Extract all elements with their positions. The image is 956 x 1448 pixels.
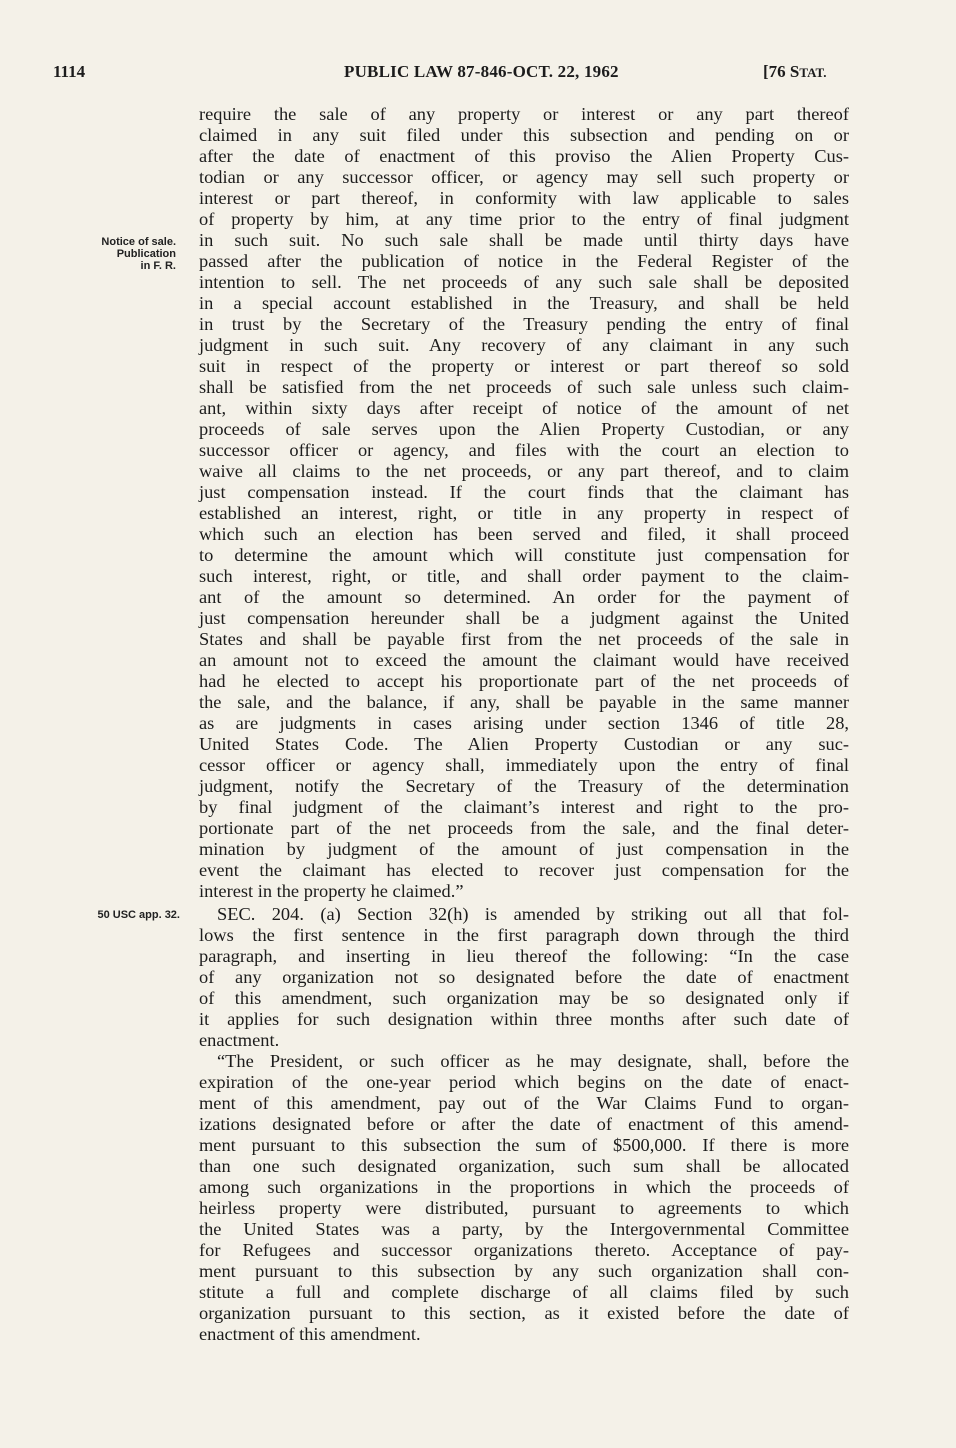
page-number: 1114 bbox=[53, 62, 86, 81]
body-line: interest in the property he claimed.” bbox=[199, 881, 464, 901]
section-heading-line: SEC. 204. (a) Section 32(h) is amended by striking out all that fol- bbox=[217, 904, 849, 924]
body-line: successor officer or agency, and files with the court an election to bbox=[199, 440, 849, 460]
margin-note-usc-citation bbox=[97, 909, 180, 921]
body-line: had he elected to accept his proportionate part of the net proceeds of bbox=[199, 671, 849, 691]
body-line: event the claimant has elected to recover just compensation for the bbox=[199, 860, 849, 880]
body-line: United States Code. The Alien Property Custodian or any suc- bbox=[199, 734, 849, 754]
body-line: passed after the publication of notice in the Federal Register of the bbox=[199, 251, 849, 271]
body-line: cessor officer or agency shall, immediately upon the entry of final bbox=[199, 755, 849, 775]
body-line: just compensation hereunder shall be a judgment against the United bbox=[199, 608, 849, 628]
body-line: interest or part thereof, in conformity with law applicable to sales bbox=[199, 188, 849, 208]
body-line: ment pursuant to this subsection the sum of $500,000. If there is more bbox=[199, 1135, 849, 1155]
body-line: enactment of this amendment. bbox=[199, 1324, 421, 1344]
body-line: just compensation instead. If the court finds that the claimant has bbox=[199, 482, 849, 502]
body-line: heirless property were distributed, pursuant to agreements to which bbox=[199, 1198, 849, 1218]
body-line: established an interest, right, or title in any property in respect of bbox=[199, 503, 849, 523]
body-line: an amount not to exceed the amount the claimant would have received bbox=[199, 650, 849, 670]
body-line: judgment, notify the Secretary of the Treasury of the determination bbox=[199, 776, 849, 796]
body-line: require the sale of any property or interest or any part thereof bbox=[199, 104, 849, 124]
volume-reference-smallcaps: TAT. bbox=[799, 65, 827, 80]
margin-note-line: in F. R. bbox=[140, 260, 176, 272]
body-line: of property by him, at any time prior to the entry of final judgment bbox=[199, 209, 849, 229]
margin-note-notice-of-sale bbox=[101, 236, 176, 272]
body-line: shall be satisfied from the net proceeds of such sale unless such claim- bbox=[199, 377, 849, 397]
body-line: enactment. bbox=[199, 1030, 280, 1050]
body-line: to determine the amount which will constitute just compensation for bbox=[199, 545, 849, 565]
body-line: as are judgments in cases arising under section 1346 of title 28, bbox=[199, 713, 849, 733]
body-line: after the date of enactment of this proviso the Alien Property Cus- bbox=[199, 146, 849, 166]
body-line: paragraph, and inserting in lieu thereof the following: “In the case bbox=[199, 946, 849, 966]
body-line: ant, within sixty days after receipt of notice of the amount of net bbox=[199, 398, 849, 418]
body-line: lows the first sentence in the first paragraph down through the third bbox=[199, 925, 849, 945]
volume-reference-prefix: [76 S bbox=[763, 62, 800, 81]
body-line: than one such designated organization, such sum shall be allocated bbox=[199, 1156, 849, 1176]
body-line: portionate part of the net proceeds from the sale, and the final deter- bbox=[199, 818, 849, 838]
body-line: it applies for such designation within three months after such date of bbox=[199, 1009, 849, 1029]
body-line: judgment in such suit. Any recovery of any claimant in any such bbox=[199, 335, 849, 355]
body-line: izations designated before or after the date of enactment of this amend- bbox=[199, 1114, 849, 1134]
body-line: todian or any successor officer, or agency may sell such property or bbox=[199, 167, 849, 187]
margin-note-line: Notice of sale. bbox=[101, 236, 176, 248]
body-line: organization pursuant to this section, as it existed before the date of bbox=[199, 1303, 849, 1323]
body-line: proceeds of sale serves upon the Alien Property Custodian, or any bbox=[199, 419, 849, 439]
body-line: among such organizations in the proportions in which the proceeds of bbox=[199, 1177, 849, 1197]
body-line: the United States was a party, by the Intergovernmental Committee bbox=[199, 1219, 849, 1239]
body-line: States and shall be payable first from the net proceeds of the sale in bbox=[199, 629, 849, 649]
body-line: for Refugees and successor organizations thereto. Acceptance of pay- bbox=[199, 1240, 849, 1260]
body-line: stitute a full and complete discharge of all claims filed by such bbox=[199, 1282, 849, 1302]
margin-note-line: 50 USC app. 32. bbox=[97, 909, 180, 921]
body-line: in such suit. No such sale shall be made until thirty days have bbox=[199, 230, 849, 250]
body-line: such interest, right, or title, and shall order payment to the claim- bbox=[199, 566, 849, 586]
body-line: ment pursuant to this subsection by any such organization shall con- bbox=[199, 1261, 849, 1281]
body-line: expiration of the one-year period which begins on the date of enact- bbox=[199, 1072, 849, 1092]
body-line: suit in respect of the property or interest or part thereof so sold bbox=[199, 356, 849, 376]
body-line: the sale, and the balance, if any, shall be payable in the same manner bbox=[199, 692, 849, 712]
body-line: “The President, or such officer as he may designate, shall, before the bbox=[217, 1051, 849, 1071]
body-line: by final judgment of the claimant’s interest and right to the pro- bbox=[199, 797, 849, 817]
body-line: which such an election has been served and filed, it shall proceed bbox=[199, 524, 849, 544]
body-line: in a special account established in the Treasury, and shall be held bbox=[199, 293, 849, 313]
running-head: PUBLIC LAW 87-846-OCT. 22, 1962 bbox=[344, 62, 619, 81]
body-line: of any organization not so designated before the date of enactment bbox=[199, 967, 849, 987]
body-line: in trust by the Secretary of the Treasury pending the entry of final bbox=[199, 314, 849, 334]
body-line: claimed in any suit filed under this subsection and pending on or bbox=[199, 125, 849, 145]
body-line: mination by judgment of the amount of just compensation in the bbox=[199, 839, 849, 859]
volume-reference bbox=[763, 62, 826, 82]
body-line: of this amendment, such organization may be so designated only if bbox=[199, 988, 849, 1008]
page-header bbox=[0, 62, 956, 84]
margin-note-line: Publication bbox=[116, 248, 176, 260]
body-line: ant of the amount so determined. An order for the payment of bbox=[199, 587, 849, 607]
body-line: intention to sell. The net proceeds of any such sale shall be deposited bbox=[199, 272, 849, 292]
body-line: waive all claims to the net proceeds, or any part thereof, and to claim bbox=[199, 461, 849, 481]
body-line: ment of this amendment, pay out of the War Claims Fund to organ- bbox=[199, 1093, 849, 1113]
